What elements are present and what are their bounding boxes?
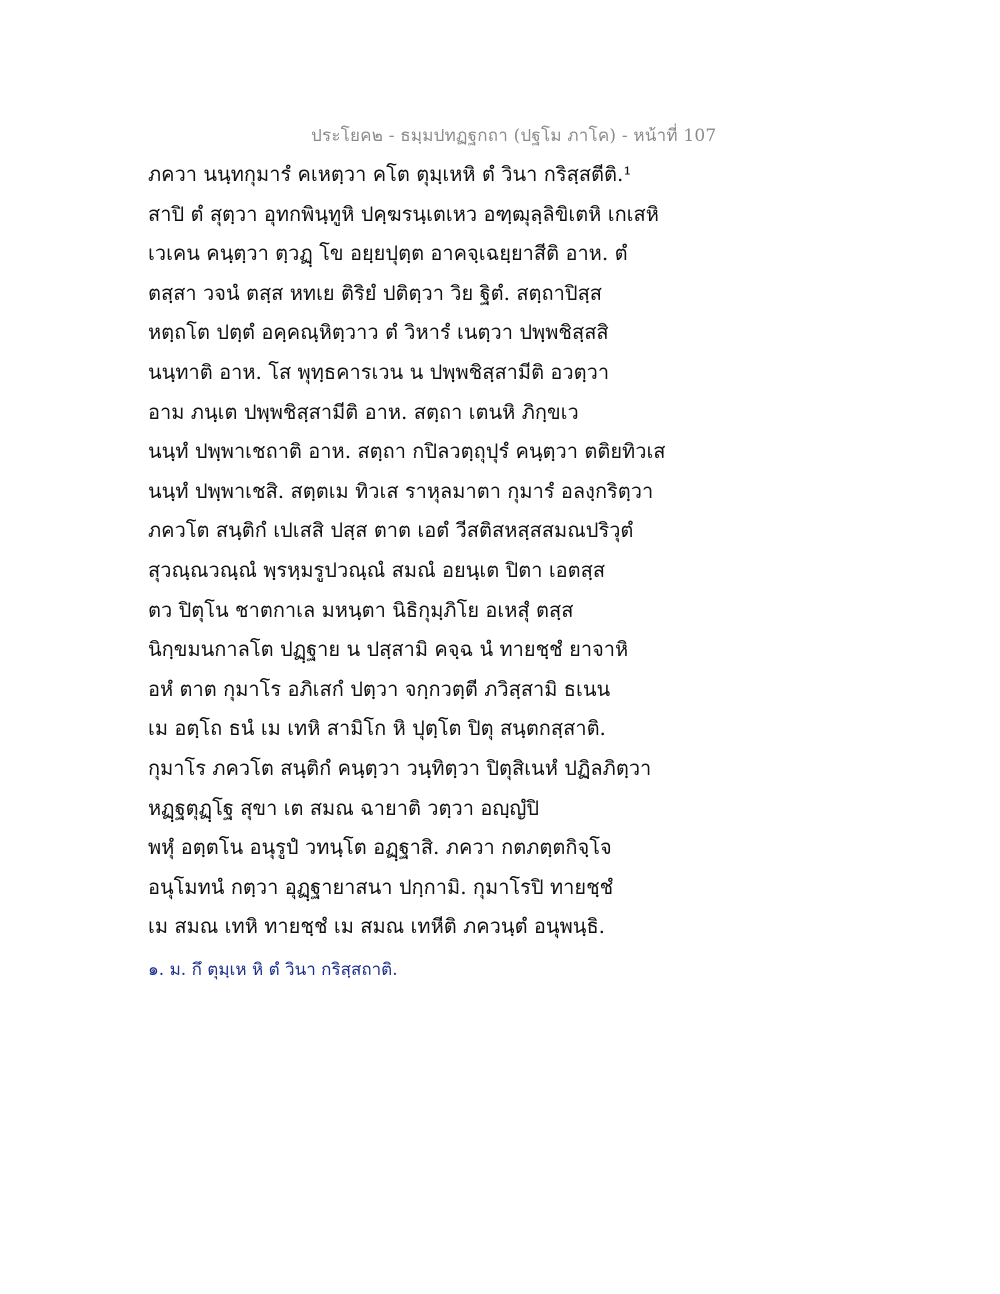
text-line: นนฺทํ ปพฺพาเชถาติ อาห. สตฺถา กปิลวตฺถุปุรํ คนฺตฺวา ตติยทิวเส	[148, 439, 666, 464]
text-line: กุมาโร ภควโต สนฺติกํ คนฺตฺวา วนฺทิตฺวา ปิตุสิเนหํ ปฏิลภิตฺวา	[148, 755, 652, 780]
footnote: ๑. ม. กึ ตุมฺเห หิ ตํ วินา กริสฺสถาติ.	[148, 960, 398, 980]
text-line: เม สมณ เทหิ ทายชฺชํ เม สมณ เทหีติ ภควนฺตํ อนุพนฺธิ.	[148, 914, 606, 939]
text-line: อาม ภนฺเต ปพฺพชิสฺสามีติ อาห. สตฺถา เตนหิ ภิกฺขเว	[148, 399, 579, 424]
text-line: พหุํ อตฺตโน อนุรูปํ วทนฺโต อฏฺฐาสิ. ภควา กตภตฺตกิจฺโจ	[148, 835, 612, 860]
text-line: ภควา นนฺทกุมารํ คเหตฺวา คโต ตุมฺเหหิ ตํ วินา กริสฺสตีติ.¹	[148, 162, 632, 186]
text-line: หฏฺฐตุฏฺโฐ สุขา เต สมณ ฉายาติ วตฺวา อญฺญํปิ	[148, 795, 540, 820]
text-line: สุวณฺณวณฺณํ พฺรหฺมรูปวณฺณํ สมณํ อยนฺเต ปิตา เอตสฺส	[148, 557, 606, 582]
text-line: อหํ ตาต กุมาโร อภิเสกํ ปตฺวา จกฺกวตฺตี ภวิสฺสามิ ธเนน	[148, 676, 611, 701]
text-line: นนฺทํ ปพฺพาเชสิ. สตฺตเม ทิวเส ราหุลมาตา กุมารํ อลงฺกริตฺวา	[148, 478, 654, 503]
body-text	[148, 160, 708, 952]
text-line: อนุโมทนํ กตฺวา อุฏฺฐายาสนา ปกฺกามิ. กุมาโรปิ ทายชฺชํ	[148, 874, 614, 899]
text-line: ภควโต สนฺติกํ เปเสสิ ปสฺส ตาต เอตํ วีสติสหสฺสสมณปริวุตํ	[148, 518, 634, 543]
text-line: เม อตฺโถ ธนํ เม เทหิ สามิโก หิ ปุตฺโต ปิตุ สนฺตกสฺสาติ.	[148, 716, 606, 741]
text-line: หตฺถโต ปตฺตํ อคฺคณฺหิตฺวาว ตํ วิหารํ เนตฺวา ปพฺพชิสฺสสิ	[148, 320, 609, 345]
text-line: สาปิ ตํ สุตฺวา อุทกพินฺทูหิ ปคฺฆรนฺเตเหว อฑฺฒุลฺลิขิเตหิ เกเสหิ	[148, 201, 659, 226]
text-line: ตสฺสา วจนํ ตสฺส หทเย ติริยํ ปติตฺวา วิย ฐิตํ. สตฺถาปิสฺส	[148, 280, 602, 305]
text-line: ตว ปิตุโน ชาตกาเล มหนฺตา นิธิกุมฺภิโย อเหสุํ ตสฺส	[148, 597, 574, 622]
text-line: นนฺทาติ อาห. โส พุทฺธคารเวน น ปพฺพชิสฺสามีติ อวตฺวา	[148, 359, 610, 384]
text-line: เวเคน คนฺตฺวา ตฺวฏฺ โข อยฺยปุตฺต อาคจฺเฉยฺยาสีติ อาห. ตํ	[148, 241, 628, 266]
running-header: ประโยค๒ - ธมฺมปทฏฐกถา (ปฐโม ภาโค) - หน้าที่ 107	[311, 126, 717, 146]
text-line: นิกฺขมนกาลโต ปฏฺฐาย น ปสฺสามิ คจฺฉ นํ ทายชฺชํ ยาจาหิ	[148, 637, 629, 662]
